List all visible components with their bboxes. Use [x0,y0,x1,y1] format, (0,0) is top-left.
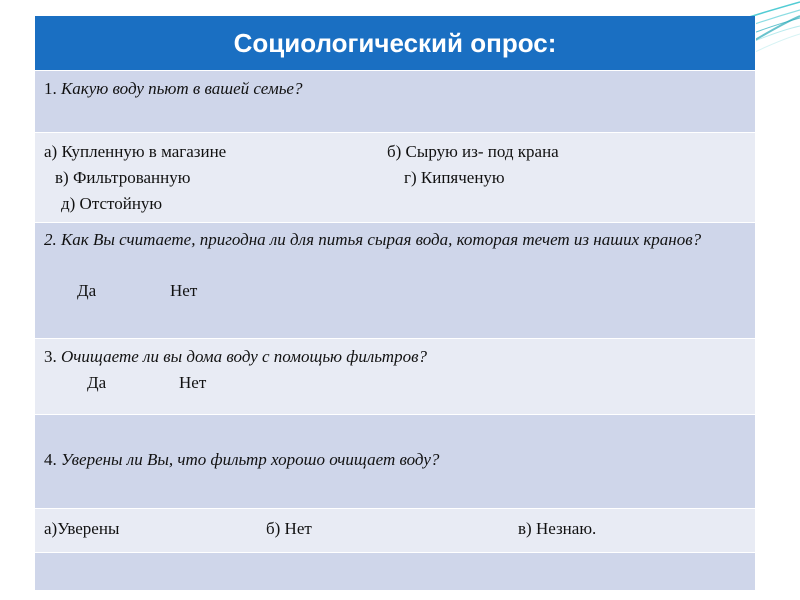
question-3-row [35,338,755,414]
option-1b: б) Сырую из- под крана [387,142,559,161]
question-3 [44,347,427,367]
page-title: Социологический опрос: [233,28,557,58]
question-3-text: Очищаете ли вы дома воду с помощью фильтров? [61,347,427,366]
question-1-text: Какую воду пьют в вашей семье? [61,79,303,98]
option-3-no: Нет [179,373,207,392]
option-4b: б) Нет [266,519,312,538]
question-4 [44,450,439,470]
question-3-number: 3. [44,347,57,366]
option-1e: д) Отстойную [61,194,163,213]
question-4-options-row [35,508,755,552]
survey-table [34,16,756,590]
empty-row [35,552,755,590]
option-4a: а)Уверены [44,519,120,538]
question-1 [44,79,302,99]
question-1-number: 1. [44,79,57,98]
question-2-text: 2. Как Вы считаете, пригодна ли для питья сырая вода, которая течет из наших кранов? [44,230,702,249]
question-1-row [35,70,755,132]
question-4-text: Уверены ли Вы, что фильтр хорошо очищает воду? [61,450,440,469]
table-header [35,16,755,70]
question-1-options-row [35,132,755,222]
question-4-number: 4. [44,450,57,469]
option-2-no: Нет [170,281,198,300]
option-4c: в) Незнаю. [518,519,597,538]
option-2-yes: Да [77,281,97,300]
option-3-yes: Да [87,373,107,392]
question-4-row [35,414,755,508]
option-1d: г) Кипяченую [404,168,505,187]
option-1c: в) Фильтрованную [55,168,191,187]
option-1a: а) Купленную в магазине [44,142,227,161]
question-2-row [35,222,755,338]
